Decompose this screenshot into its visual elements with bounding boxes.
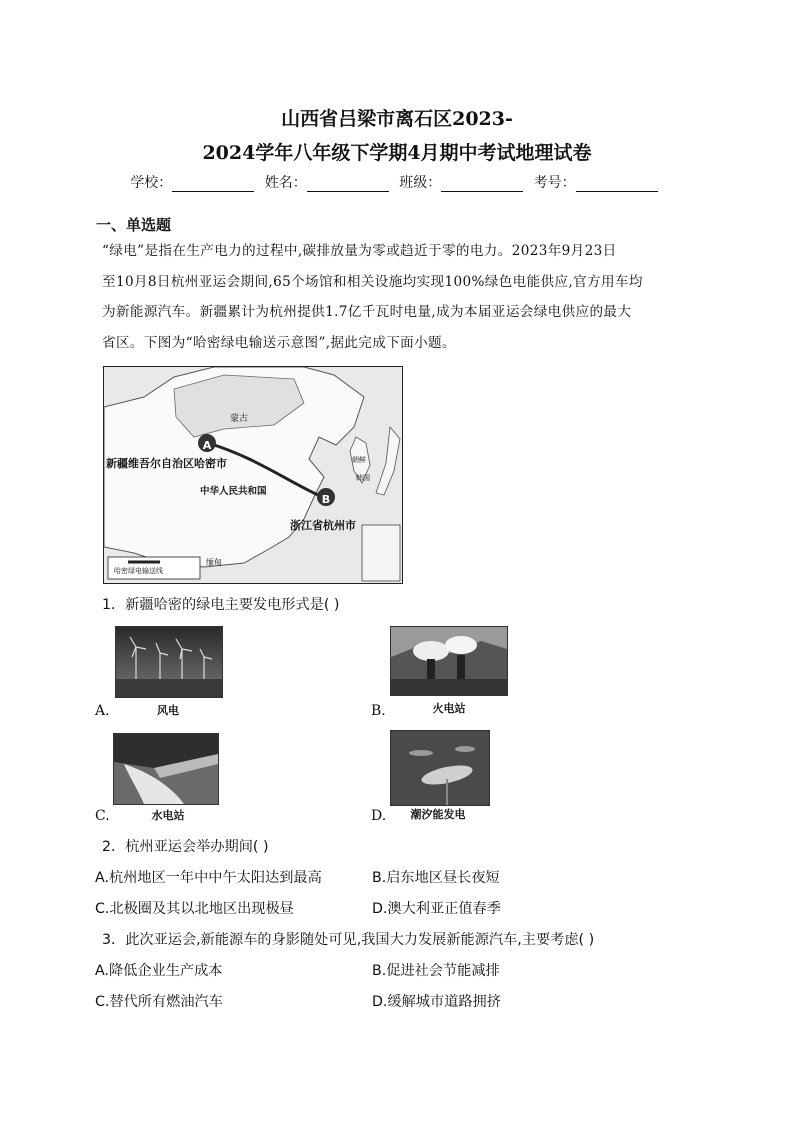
label-xinjiang-hami: 新疆维吾尔自治区哈密市 (106, 457, 227, 470)
option-b-caption: 火电站 (432, 702, 466, 715)
school-blank[interactable] (172, 177, 254, 192)
passage-line: “绿电”是指在生产电力的过程中,碳排放量为零或趋近于零的电力。2023年9月23日 (102, 243, 617, 259)
question-3-option-a[interactable]: A.降低企业生产成本 (95, 963, 223, 979)
exam-title-line-2: 2024学年八年级下学期4月期中考试地理试卷 (202, 142, 592, 164)
question-2-stem: 2．杭州亚运会举办期间( ) (102, 839, 269, 855)
map-legend-label: 哈密绿电输送线 (114, 567, 163, 575)
label-north-korea: 朝鲜 (352, 456, 366, 464)
reading-passage (102, 236, 696, 358)
label-china: 中华人民共和国 (200, 486, 267, 497)
option-c-letter[interactable]: C. (95, 808, 110, 824)
question-3-option-d[interactable]: D.缓解城市道路拥挤 (372, 994, 501, 1010)
name-blank[interactable] (307, 177, 389, 192)
option-c-photo (113, 733, 219, 805)
question-3-option-b[interactable]: B.促进社会节能减排 (372, 963, 500, 979)
option-b-letter[interactable]: B. (371, 703, 386, 719)
question-3-option-c[interactable]: C.替代所有燃油汽车 (95, 994, 223, 1010)
option-c-caption: 水电站 (151, 809, 185, 822)
passage-line: 至10月8日杭州亚运会期间,65个场馆和相关设施均实现100%绿色电能供应,官方用车均 (102, 273, 643, 290)
option-a-photo (115, 626, 223, 698)
marker-b: B (321, 493, 331, 506)
hami-green-power-map (103, 366, 403, 584)
passage-line: 省区。下图为“哈密绿电输送示意图”,据此完成下面小题。 (102, 334, 456, 351)
school-label: 学校： (130, 175, 173, 191)
question-3-stem: 3．此次亚运会,新能源车的身影随处可见,我国大力发展新能源汽车,主要考虑( ) (102, 932, 595, 948)
section-heading: 一、单选题 (96, 216, 172, 234)
label-mongolia: 蒙古 (230, 414, 249, 424)
class-label: 班级： (399, 175, 442, 191)
exam-number-blank[interactable] (576, 177, 658, 192)
label-myanmar: 缅甸 (206, 558, 222, 567)
option-d-caption: 潮汐能发电 (410, 808, 466, 821)
label-south-korea: 韩国 (356, 474, 370, 482)
thermal-power-image (391, 627, 507, 695)
label-zhejiang-hangzhou: 浙江省杭州市 (290, 519, 356, 532)
option-a-letter[interactable]: A. (95, 703, 110, 719)
option-b-photo (390, 626, 508, 696)
hydro-power-image (114, 734, 218, 804)
question-2-option-d[interactable]: D.澳大利亚正值春季 (372, 901, 501, 917)
passage-line: 为新能源汽车。新疆累计为杭州提供1.7亿千瓦时电量,成为本届亚运会绿电供应的最大 (102, 304, 632, 320)
class-blank[interactable] (441, 177, 523, 192)
question-2-option-c[interactable]: C.北极圈及其以北地区出现极昼 (95, 901, 294, 917)
option-d-letter[interactable]: D. (371, 808, 387, 824)
exam-number-label: 考号： (533, 175, 576, 191)
question-2-option-b[interactable]: B.启东地区昼长夜短 (372, 870, 500, 886)
name-label: 姓名： (264, 175, 307, 191)
marker-a: A (202, 439, 212, 452)
wind-turbine-image (116, 627, 222, 697)
question-1-stem: 1．新疆哈密的绿电主要发电形式是( ) (102, 597, 340, 613)
exam-title-line-1: 山西省吕梁市离石区2023- (281, 108, 513, 130)
question-2-option-a[interactable]: A.杭州地区一年中中午太阳达到最高 (95, 870, 322, 886)
option-a-caption: 风电 (157, 704, 179, 717)
option-d-photo (390, 730, 490, 806)
student-info-row (0, 172, 794, 192)
tidal-power-image (391, 731, 489, 805)
